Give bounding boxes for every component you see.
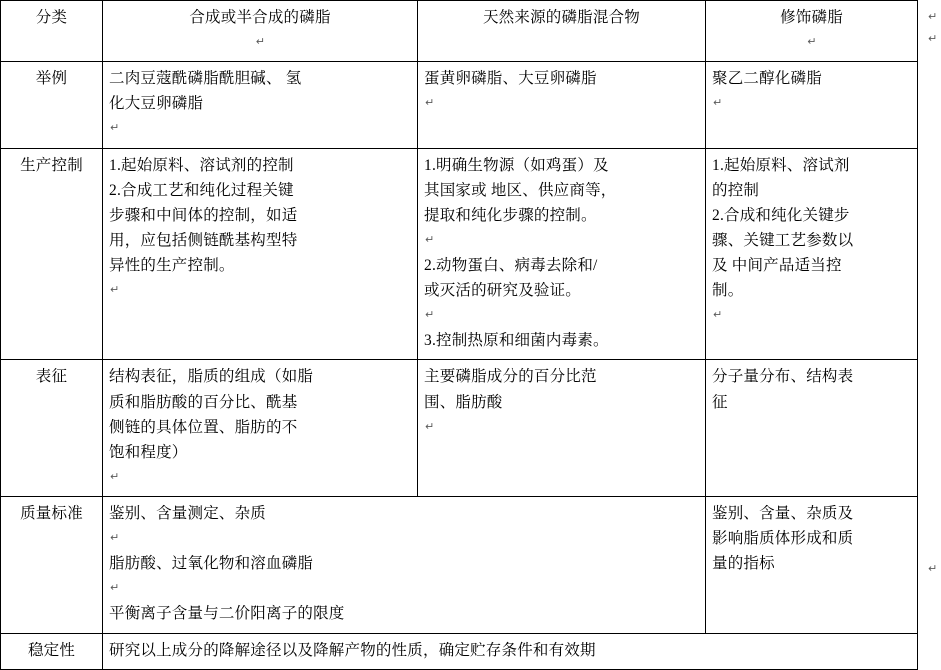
row-label-text: 质量标准 xyxy=(20,504,83,522)
cell-line: 用，应包括侧链酰基构型特 xyxy=(109,231,298,249)
cell-line: 分子量分布、结构表 xyxy=(712,368,854,386)
cell-line: 脂肪酸、过氧化物和溶血磷脂 xyxy=(109,555,314,573)
cell-line: 鉴别、含量、杂质及 xyxy=(712,504,854,522)
paragraph-mark: ↵ xyxy=(110,283,120,297)
row-label-production-control xyxy=(1,148,103,360)
paragraph-mark: ↵ xyxy=(425,308,435,322)
cell-line: 二肉豆蔻酰磷脂酰胆碱、 氢 xyxy=(109,70,302,88)
cell-line: 化大豆卵磷脂 xyxy=(109,95,204,113)
header-text-synthetic: 合成或半合成的磷脂 xyxy=(189,9,331,26)
cell-line: 影响脂质体形成和质 xyxy=(712,530,854,548)
cell-line: 1.明确生物源（如鸡蛋）及 xyxy=(424,156,609,174)
table-header-cell-synthetic xyxy=(103,1,418,62)
paragraph-mark: ↵ xyxy=(110,531,120,545)
row-label-text: 举例 xyxy=(35,70,68,88)
cell-characterization-modified xyxy=(706,360,918,497)
paragraph-mark-outer-2: ↵ xyxy=(928,32,938,45)
header-text-category: 分类 xyxy=(35,9,68,26)
paragraph-mark-outer-3: ↵ xyxy=(928,562,938,575)
cell-line: 或灭活的研究及验证。 xyxy=(424,282,582,300)
paragraph-mark: ↵ xyxy=(425,232,435,246)
cell-line: 主要磷脂成分的百分比范 xyxy=(424,368,597,386)
cell-line: 步骤和中间体的控制，如适 xyxy=(109,206,298,224)
cell-line: 量的指标 xyxy=(712,555,775,573)
paragraph-mark-outer-1: ↵ xyxy=(928,10,938,23)
row-label-stability xyxy=(1,633,103,669)
paragraph-mark: ↵ xyxy=(425,96,435,110)
paragraph-mark: ↵ xyxy=(713,96,723,110)
header-text-natural: 天然来源的磷脂混合物 xyxy=(482,9,640,26)
cell-line: 围、脂肪酸 xyxy=(424,393,503,411)
cell-line: 鉴别、含量测定、杂质 xyxy=(109,504,267,522)
paragraph-mark: ↵ xyxy=(807,35,817,49)
cell-line: 3.控制热原和细菌内毒素。 xyxy=(424,332,609,350)
cell-line: 质和脂肪酸的百分比、酰基 xyxy=(109,393,298,411)
cell-production-synthetic xyxy=(103,148,418,360)
row-label-text: 稳定性 xyxy=(27,641,76,659)
cell-line: 骤、关键工艺参数以 xyxy=(712,231,854,249)
cell-line: 侧链的具体位置、脂肪的不 xyxy=(109,418,298,436)
cell-quality-synthetic-natural xyxy=(103,496,706,633)
cell-quality-modified xyxy=(706,496,918,633)
cell-line: 2.合成和纯化关键步 xyxy=(712,206,850,224)
table-header-cell-modified xyxy=(706,1,918,62)
cell-stability-merged xyxy=(103,633,918,669)
cell-characterization-synthetic xyxy=(103,360,418,497)
row-label-text: 表征 xyxy=(35,368,68,386)
cell-line: 2.动物蛋白、病毒去除和/ xyxy=(424,256,598,274)
paragraph-mark: ↵ xyxy=(425,419,435,433)
cell-line: 平衡离子含量与二价阳离子的限度 xyxy=(109,605,345,623)
cell-characterization-natural xyxy=(418,360,706,497)
table-row xyxy=(1,496,918,633)
table-header-cell-natural xyxy=(418,1,706,62)
paragraph-mark: ↵ xyxy=(713,308,723,322)
row-label-characterization xyxy=(1,360,103,497)
table-row xyxy=(1,62,918,148)
table-row xyxy=(1,633,918,669)
cell-line: 结构表征，脂质的组成（如脂 xyxy=(109,368,314,386)
paragraph-mark: ↵ xyxy=(110,121,120,135)
header-text-modified: 修饰磷脂 xyxy=(780,9,843,26)
row-label-text: 生产控制 xyxy=(20,156,83,174)
cell-line: 饱和程度） xyxy=(109,443,188,461)
cell-examples-synthetic xyxy=(103,62,418,148)
row-label-examples xyxy=(1,62,103,148)
table-row xyxy=(1,360,918,497)
cell-line: 蛋黄卵磷脂、大豆卵磷脂 xyxy=(424,70,597,88)
cell-line: 及 中间产品适当控 xyxy=(712,256,842,274)
cell-line: 1.起始原料、溶试剂的控制 xyxy=(109,156,294,174)
row-label-quality-standard xyxy=(1,496,103,633)
cell-line: 征 xyxy=(712,393,728,411)
cell-line: 研究以上成分的降解途径以及降解产物的性质，确定贮存条件和有效期 xyxy=(109,641,596,659)
cell-line: 异性的生产控制。 xyxy=(109,256,235,274)
cell-examples-natural xyxy=(418,62,706,148)
cell-line: 2.合成工艺和纯化过程关键 xyxy=(109,181,294,199)
cell-line: 的控制 xyxy=(712,181,760,199)
table-header-cell-category xyxy=(1,1,103,62)
cell-line: 1.起始原料、溶试剂 xyxy=(712,156,850,174)
cell-line: 提取和纯化步骤的控制。 xyxy=(424,206,597,224)
cell-examples-modified xyxy=(706,62,918,148)
paragraph-mark: ↵ xyxy=(110,581,120,595)
cell-production-natural xyxy=(418,148,706,360)
cell-line: 聚乙二醇化磷脂 xyxy=(712,70,822,88)
cell-production-modified xyxy=(706,148,918,360)
paragraph-mark: ↵ xyxy=(110,469,120,483)
cell-line: 制。 xyxy=(712,282,744,300)
paragraph-mark: ↵ xyxy=(255,35,266,49)
cell-line: 其国家或 地区、供应商等， xyxy=(424,181,617,199)
table-row xyxy=(1,148,918,360)
table-header-row xyxy=(1,1,918,62)
